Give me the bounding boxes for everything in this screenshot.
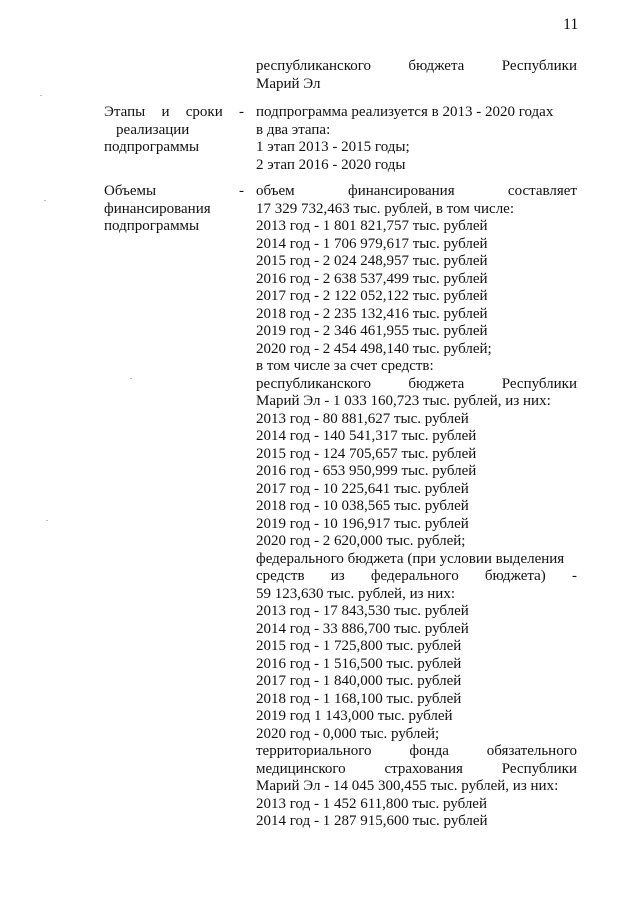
continuation-line-1	[256, 58, 577, 76]
republic-year-line: 2018 год - 10 038,565 тыс. рублей	[256, 498, 469, 514]
fund-total: Марий Эл - 14 045 300,455 тыс. рублей, из них:	[256, 778, 559, 794]
sources-intro: в том числе за счет средств:	[256, 358, 434, 374]
total-year-line: 2016 год - 2 638 537,499 тыс. рублей	[256, 270, 488, 287]
word: страхования	[384, 760, 463, 777]
label-dash: -	[239, 183, 244, 199]
word: -	[571, 568, 577, 584]
fund-year-line: 2014 год - 1 287 915,600 тыс. рублей	[256, 813, 488, 829]
label-line: подпрограммы	[104, 218, 200, 234]
word: фонда	[409, 743, 449, 759]
label-word: Этапы	[104, 104, 146, 120]
total-year-line: 2015 год - 2 024 248,957 тыс. рублей	[256, 253, 488, 269]
federal-year-line: 2019 год 1 143,000 тыс. рублей	[256, 708, 453, 724]
federal-year-line: 2016 год - 1 516,500 тыс. рублей	[256, 655, 462, 672]
word: Республики	[501, 375, 577, 392]
republic-year-line: 2013 год - 80 881,627 тыс. рублей	[256, 410, 469, 427]
word: обязательного	[486, 743, 577, 759]
scan-speck	[44, 200, 46, 201]
federal-year-line: 2013 год - 17 843,530 тыс. рублей	[256, 603, 469, 619]
republic-year-line: 2014 год - 140 541,317 тыс. рублей	[256, 428, 477, 444]
federal-year-line: 2020 год - 0,000 тыс. рублей;	[256, 725, 440, 742]
funding-total: 17 329 732,463 тыс. рублей, в том числе:	[256, 200, 515, 217]
republic-total: Марий Эл - 1 033 160,723 тыс. рублей, из них:	[256, 393, 551, 409]
republic-year-line: 2019 год - 10 196,917 тыс. рублей	[256, 515, 469, 532]
total-year-line: 2020 год - 2 454 498,140 тыс. рублей;	[256, 340, 492, 357]
funding-intro	[256, 183, 577, 201]
funding-content	[256, 183, 577, 831]
word: бюджета	[408, 375, 465, 392]
total-year-line: 2013 год - 1 801 821,757 тыс. рублей	[256, 218, 488, 234]
federal-total: 59 123,630 тыс. рублей, из них:	[256, 585, 455, 602]
word: федерального	[370, 568, 459, 584]
label-line: финансирования	[104, 200, 211, 217]
continuation-line-2: Марий Эл	[256, 75, 321, 92]
label-line: реализации	[116, 121, 190, 138]
word: медицинского	[256, 760, 346, 777]
total-year-line: 2014 год - 1 706 979,617 тыс. рублей	[256, 235, 488, 252]
federal-year-line: 2017 год - 1 840,000 тыс. рублей	[256, 673, 462, 689]
fund-heading	[256, 743, 577, 761]
word: объем	[256, 183, 295, 199]
scan-speck	[46, 520, 48, 521]
republic-year-line: 2020 год - 2 620,000 тыс. рублей;	[256, 533, 466, 549]
republic-budget-heading	[256, 376, 577, 394]
word: Республики	[501, 58, 577, 74]
label-dash: -	[238, 104, 244, 120]
top-continuation	[256, 58, 577, 93]
label-line: подпрограммы	[104, 139, 200, 155]
total-year-line: 2017 год - 2 122 052,122 тыс. рублей	[256, 288, 488, 304]
word: составляет	[507, 183, 577, 199]
fund-heading-2	[256, 761, 577, 779]
label-word: Объемы	[104, 183, 157, 199]
federal-year-line: 2018 год - 1 168,100 тыс. рублей	[256, 690, 462, 707]
page-number: 11	[563, 16, 579, 33]
stages-line: в два этапа:	[256, 121, 331, 138]
word: бюджета)	[484, 568, 546, 584]
word: финансирования	[347, 183, 455, 199]
stages-line: 2 этап 2016 - 2020 годы	[256, 156, 406, 173]
word: территориального	[256, 743, 372, 759]
stages-line: 1 этап 2013 - 2015 годы;	[256, 139, 410, 155]
fund-year-line: 2013 год - 1 452 611,800 тыс. рублей	[256, 795, 487, 812]
stages-label	[104, 104, 244, 157]
label-word: сроки	[185, 104, 223, 120]
scan-speck	[40, 95, 42, 96]
word: Республики	[501, 760, 577, 777]
word: средств	[256, 568, 305, 584]
federal-budget-heading-2	[256, 568, 577, 586]
stages-line: подпрограмма реализуется в 2013 - 2020 годах	[256, 104, 554, 120]
total-year-line: 2019 год - 2 346 461,955 тыс. рублей	[256, 323, 488, 339]
label-word: и	[161, 104, 170, 120]
word: республиканского	[256, 58, 371, 74]
republic-year-line: 2017 год - 10 225,641 тыс. рублей	[256, 480, 469, 497]
republic-year-line: 2015 год - 124 705,657 тыс. рублей	[256, 445, 477, 462]
stages-content	[256, 104, 577, 174]
word: из	[330, 568, 345, 584]
scan-speck	[130, 378, 132, 379]
word: республиканского	[256, 375, 371, 392]
federal-budget-heading: федерального бюджета (при условии выделения	[256, 550, 565, 567]
funding-label	[104, 183, 244, 236]
word: бюджета	[408, 58, 465, 74]
federal-year-line: 2015 год - 1 725,800 тыс. рублей	[256, 638, 462, 654]
total-year-line: 2018 год - 2 235 132,416 тыс. рублей	[256, 305, 488, 322]
federal-year-line: 2014 год - 33 886,700 тыс. рублей	[256, 620, 469, 637]
republic-year-line: 2016 год - 653 950,999 тыс. рублей	[256, 463, 477, 479]
